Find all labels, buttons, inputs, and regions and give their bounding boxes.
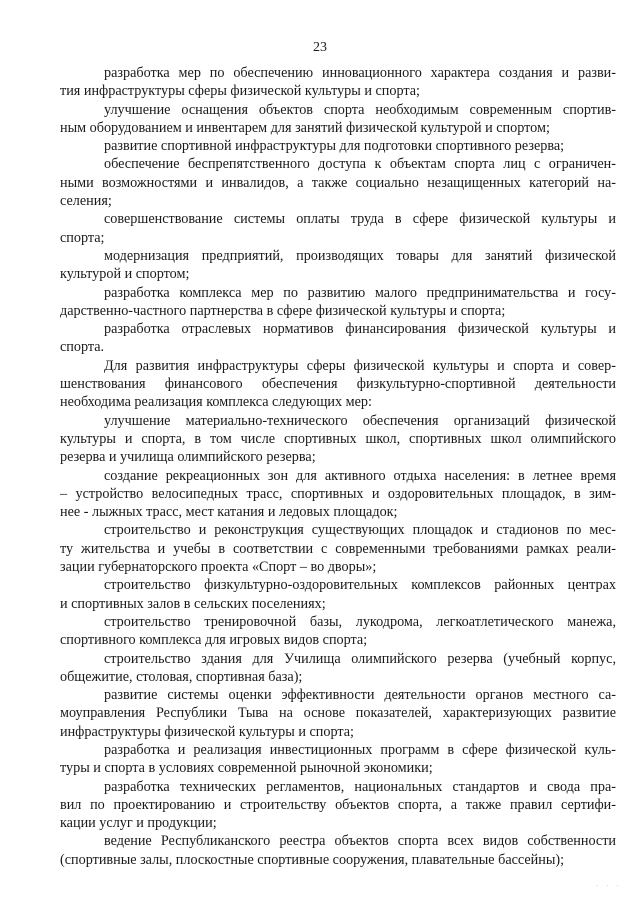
text-line: инфраструктуры физической культуры и спорта; [60, 723, 354, 740]
text-line: улучшение материально-технического обеспечения организаций физической [104, 412, 616, 429]
text-line: разработка отраслевых нормативов финансирования физической культуры и [104, 321, 616, 338]
paragraph [60, 247, 616, 284]
paragraph [60, 650, 616, 687]
text-line: Для развития инфраструктуры сферы физической культуры и спорта и совер- [104, 357, 616, 374]
text-line: ту жительства и учебы в соответствии с современными требованиями рамках реали- [60, 540, 616, 557]
paragraph [60, 576, 616, 613]
text-line: моуправления Республики Тыва на основе показателей, характеризующих развитие [60, 705, 616, 722]
text-line: спорта; [60, 229, 105, 246]
text-line: вил по проектированию и строительству объектов спорта, а также правил сертифи- [60, 796, 616, 813]
text-line: строительство тренировочной базы, лукодрома, легкоатлетического манежа, [104, 613, 616, 630]
paragraph [60, 137, 616, 155]
paragraph [60, 741, 616, 778]
text-line: строительство здания для Училища олимпийского резерва (учебный корпус, [104, 650, 616, 667]
paragraph [60, 686, 616, 741]
text-line: кации услуг и продукции; [60, 815, 217, 832]
paragraph [60, 521, 616, 576]
text-line: разработка комплекса мер по развитию малого предпринимательства и госу- [104, 284, 616, 301]
text-line: культурой и спортом; [60, 266, 190, 283]
text-line: зации губернаторского проекта «Спорт – во дворы»; [60, 559, 377, 576]
text-line: тия инфраструктуры сферы физической культуры и спорта; [60, 83, 420, 100]
text-line: культуры и спорта, в том числе спортивных школ, спортивных школ олимпийского [60, 430, 616, 447]
text-line: спортивного комплекса для игровых видов спорта; [60, 632, 368, 649]
paragraph [60, 64, 616, 101]
paragraph [60, 613, 616, 650]
text-line: обеспечение беспрепятственного доступа к объектам спорта лиц с ограничен- [104, 156, 616, 173]
text-line: спорта. [60, 339, 105, 356]
text-line: туры и спорта в условиях современной рыночной экономики; [60, 760, 433, 777]
text-line: создание рекреационных зон для активного отдыха населения: в летнее время [104, 467, 616, 484]
text-line: развитие спортивной инфраструктуры для подготовки спортивного резерва; [104, 138, 565, 155]
text-line: и спортивных залов в сельских поселениях; [60, 595, 326, 612]
paragraph [60, 832, 616, 869]
paragraph [60, 412, 616, 467]
scan-specks: · · · [596, 882, 622, 890]
paragraph [60, 320, 616, 357]
paragraph [60, 778, 616, 833]
text-line: нее - лыжных трасс, мест катания и ледовых площадок; [60, 504, 398, 521]
text-line: дарственно-частного партнерства в сфере физической культуры и спорта; [60, 302, 506, 319]
text-line: разработка и реализация инвестиционных программ в сфере физической куль- [104, 741, 616, 758]
paragraph [60, 284, 616, 321]
paragraph [60, 467, 616, 522]
text-line: строительство физкультурно-оздоровительных комплексов районных центрах [104, 577, 616, 594]
document-body [60, 64, 616, 869]
text-line: общежитие, столовая, спортивная база); [60, 668, 303, 685]
text-line: модернизация предприятий, производящих товары для занятий физической [104, 247, 616, 264]
paragraph [60, 357, 616, 412]
text-line: – устройство велосипедных трасс, спортивных и оздоровительных площадок, в зим- [60, 485, 616, 502]
text-line: ными возможностями и инвалидов, а также социально незащищенных категорий на- [60, 174, 616, 191]
text-line: ным оборудованием и инвентарем для занятий физической культурой и спортом; [60, 119, 550, 136]
text-line: разработка мер по обеспечению инновационного характера создания и разви- [104, 65, 616, 81]
text-line: строительство и реконструкция существующих площадок и стадионов по мес- [104, 522, 616, 539]
text-line: шенствования финансового обеспечения физкультурно-спортивной деятельности [60, 376, 616, 393]
text-line: резерва и училища олимпийского резерва; [60, 449, 316, 466]
paragraph [60, 155, 616, 210]
text-line: селения; [60, 193, 112, 210]
paragraph [60, 210, 616, 247]
text-line: необходима реализация комплекса следующих мер: [60, 394, 372, 411]
page-number: 23 [313, 40, 327, 55]
text-line: ведение Республиканского реестра объектов спорта всех видов собственности [104, 833, 616, 850]
paragraph [60, 101, 616, 138]
text-line: развитие системы оценки эффективности деятельности органов местного са- [104, 687, 616, 704]
text-line: улучшение оснащения объектов спорта необходимым современным спортив- [104, 101, 616, 118]
text-line: разработка технических регламентов, национальных стандартов и свода пра- [104, 778, 616, 795]
text-line: (спортивные залы, плоскостные спортивные сооружения, плавательные бассейны); [60, 851, 565, 868]
text-line: совершенствование системы оплаты труда в сфере физической культуры и [104, 211, 616, 228]
